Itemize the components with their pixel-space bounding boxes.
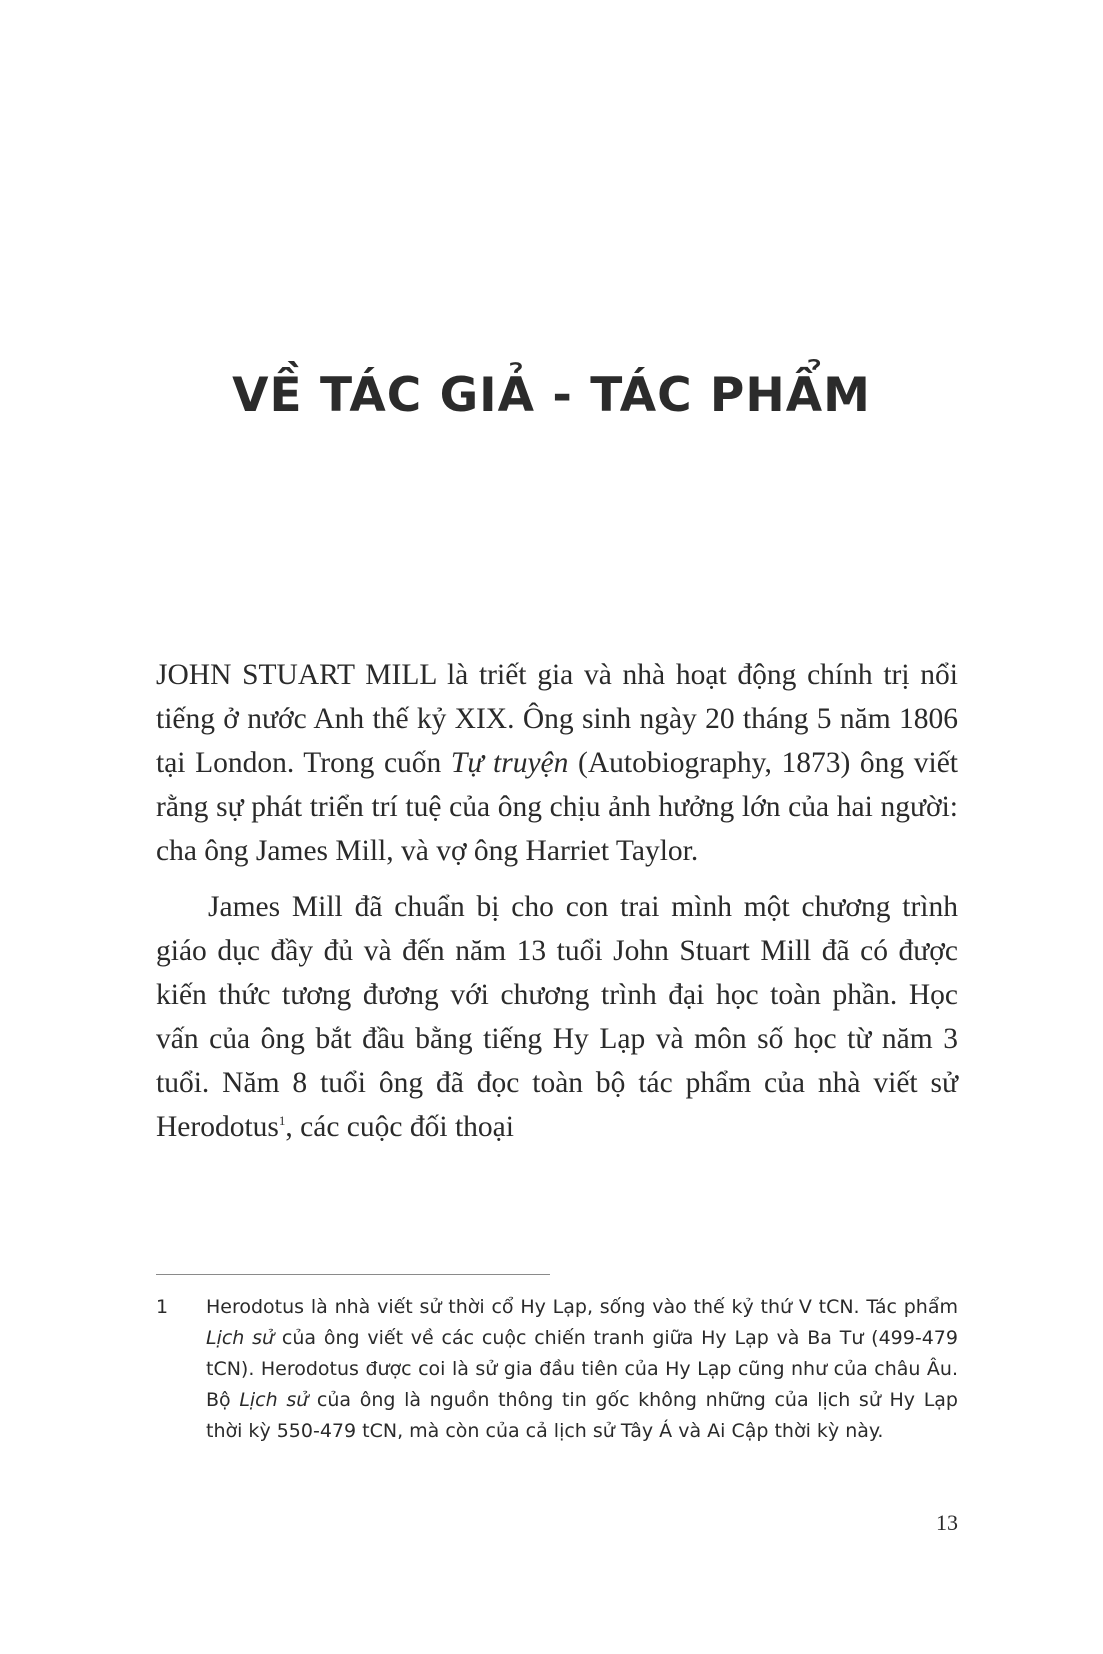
footnote-number: 1 — [156, 1296, 169, 1318]
paragraph-1 — [156, 653, 958, 873]
paragraph-2-text-start: James Mill đã chuẩn bị cho con trai mình một chương trình giáo dục đầy đủ và đến năm 13 tuổi John Stuart Mill đã có được kiến thức tương đương với chương trình đại học toàn phần. Học vấn của ông bắt đầu bằng tiếng Hy Lạp và môn số học từ năm 3 tuổi. Năm 8 tuổi ông đã đọc toàn bộ tác phẩm của nhà viết sử Herodotus — [156, 891, 958, 1143]
paragraph-2-text-end: , các cuộc đối thoại — [285, 1111, 514, 1143]
footnote-text-part-2: của ông viết về các cuộc chiến tranh giữa Hy Lạp và Ba Tư (499-479 tCN). Herodotus được coi là sử gia đầu tiên của Hy Lạp cũng như của châu Âu. Bộ — [206, 1327, 958, 1411]
footnote-divider — [156, 1274, 550, 1275]
paragraph-1-text-end: (Autobiography, 1873) ông viết rằng sự phát triển trí tuệ của ông chịu ảnh hưởng lớn của hai người: cha ông James Mill, và vợ ông Harriet Taylor. — [156, 747, 959, 867]
paragraph-2 — [156, 885, 958, 1149]
footnote-italic-2: Lịch sử — [239, 1389, 309, 1411]
footnote — [156, 1292, 958, 1447]
paragraph-1-text-start: JOHN STUART MILL là triết gia và nhà hoạt động chính trị nổi tiếng ở nước Anh thế kỷ XIX. Ông sinh ngày 20 tháng 5 năm 1806 tại London. Trong cuốn — [156, 659, 958, 779]
book-title-italic: Tự truyện — [450, 747, 569, 779]
page-number: 13 — [936, 1510, 958, 1535]
footnote-reference[interactable]: 1 — [278, 1113, 286, 1129]
body-text — [156, 653, 958, 1149]
footnote-text-part-3: của ông là nguồn thông tin gốc không những của lịch sử Hy Lạp thời kỳ 550-479 tCN, mà còn của cả lịch sử Tây Á và Ai Cập thời kỳ này. — [206, 1389, 958, 1442]
section-heading: VỀ TÁC GIẢ - TÁC PHẨM — [232, 368, 871, 423]
footnote-text-part-1: Herodotus là nhà viết sử thời cổ Hy Lạp, sống vào thế kỷ thứ V tCN. Tác phẩm — [206, 1296, 958, 1318]
footnote-italic-1: Lịch sử — [206, 1327, 275, 1349]
footnote-text — [206, 1292, 958, 1447]
